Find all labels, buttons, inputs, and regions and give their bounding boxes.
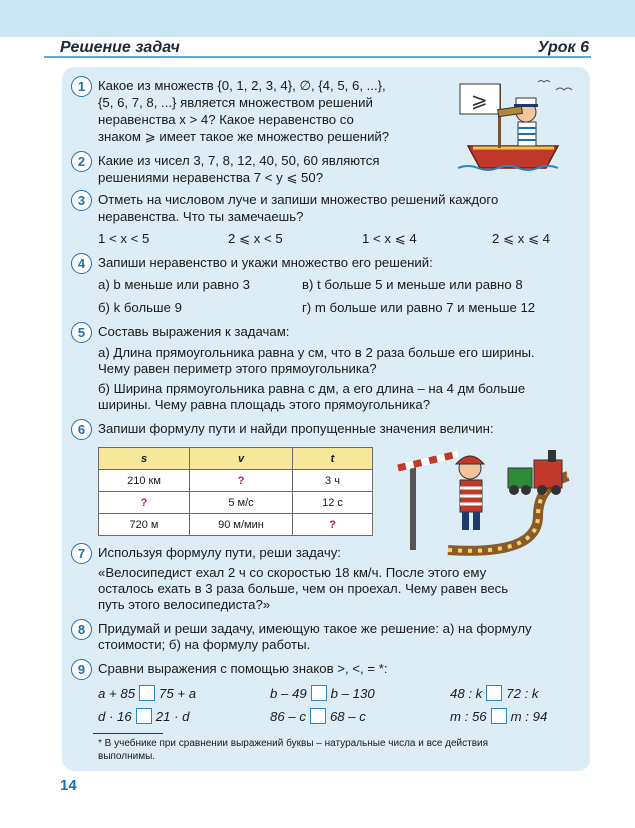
task6-line1: Запиши формулу пути и найди пропущенные значения величин: — [98, 421, 494, 436]
header-divider — [44, 56, 591, 58]
comparison-pair — [98, 708, 189, 725]
task-number-badge: 3 — [71, 190, 92, 211]
task3-line1: Отметь на числовом луче и запиши множество решений каждого — [98, 192, 499, 207]
task7-line1: Используя формулу пути, реши задачу: — [98, 545, 341, 560]
task8-line2: стоимости; б) на формулу работы. — [98, 637, 311, 652]
sailor-boat-illustration — [438, 76, 578, 176]
table-cell: ? — [190, 470, 293, 492]
table-cell: 210 км — [99, 470, 190, 492]
comparison-pair — [98, 685, 196, 702]
inequality: 1 < x ⩽ 4 — [362, 231, 417, 246]
train-crossing-illustration — [388, 446, 588, 556]
task9-line1: Сравни выражения с помощью знаков >, <, = *: — [98, 661, 388, 676]
table-cell: 5 м/с — [190, 492, 293, 514]
inequality: 2 ⩽ x < 5 — [228, 231, 283, 246]
answer-box[interactable] — [491, 708, 507, 724]
task1-line1: Какое из множеств {0, 1, 2, 3, 4}, ∅, {4, 5, 6, ...}, — [98, 78, 386, 93]
task5-b-line1: б) Ширина прямоугольника равна c дм, а его длина – на 4 дм больше — [98, 381, 526, 396]
answer-box[interactable] — [139, 685, 155, 701]
comparison-pair — [450, 708, 547, 725]
footnote-divider — [93, 733, 163, 734]
inequality: 1 < x < 5 — [98, 231, 150, 246]
inequality: 2 ⩽ x ⩽ 4 — [492, 231, 551, 246]
comparison-pair — [270, 685, 375, 702]
table-row — [99, 514, 373, 536]
task4-item-d: г) m больше или равно 7 и меньше 12 — [302, 300, 536, 315]
comparison-pair — [450, 685, 539, 702]
expr-left: d · 16 — [98, 709, 132, 724]
section-title: Решение задач — [60, 39, 180, 56]
task4-item-a: а) b меньше или равно 3 — [98, 277, 250, 292]
expr-right: 75 + a — [159, 686, 197, 701]
task3-line2: неравенства. Что ты замечаешь? — [98, 209, 304, 224]
expr-left: 48 : k — [450, 686, 483, 701]
motion-values-table — [98, 447, 373, 536]
answer-box[interactable] — [136, 708, 152, 724]
expr-left: a + 85 — [98, 686, 136, 701]
expr-right: 68 – c — [329, 709, 366, 724]
task1-line4: знаком ⩾ имеет такое же множество решений? — [98, 129, 390, 144]
task-number-badge: 9 — [71, 659, 92, 680]
task1-line3: неравенства x > 4? Какое неравенство со — [98, 112, 354, 127]
task4-line1: Запиши неравенство и укажи множество его решений: — [98, 255, 433, 270]
expr-left: 86 – c — [270, 709, 306, 724]
answer-box[interactable] — [310, 708, 326, 724]
task1-line2: {5, 6, 7, 8, ...} является множеством решений — [98, 95, 373, 110]
top-color-bar — [0, 0, 635, 37]
task5-a-line1: а) Длина прямоугольника равна y см, что в 2 раза больше его ширины. — [98, 345, 535, 360]
comparison-pair — [270, 708, 366, 725]
table-row — [99, 470, 373, 492]
task2-line2: решениями неравенства 7 < y ⩽ 50? — [98, 170, 324, 185]
task5-b-line2: ширины. Чему равна площадь этого прямоугольника? — [98, 397, 431, 412]
table-cell: 3 ч — [293, 470, 373, 492]
answer-box[interactable] — [311, 685, 327, 701]
expr-left: b – 49 — [270, 686, 307, 701]
task-number-badge: 7 — [71, 543, 92, 564]
expr-right: 72 : k — [506, 686, 539, 701]
table-row — [99, 492, 373, 514]
task5-line1: Составь выражения к задачам: — [98, 324, 290, 339]
answer-box[interactable] — [486, 685, 502, 701]
table-cell: ? — [293, 514, 373, 536]
task7-line4: путь этого велосипедиста?» — [98, 597, 271, 612]
task2-line1: Какие из чисел 3, 7, 8, 12, 40, 50, 60 являются — [98, 153, 380, 168]
svg-text:⩾: ⩾ — [471, 88, 488, 112]
page-number: 14 — [60, 777, 77, 794]
task-number-badge: 2 — [71, 151, 92, 172]
expr-right: b – 130 — [330, 686, 375, 701]
task7-line2: «Велосипедист ехал 2 ч со скоростью 18 км/ч. После этого ему — [98, 565, 487, 580]
table-cell: 12 с — [293, 492, 373, 514]
task-number-badge: 4 — [71, 253, 92, 274]
table-header: t — [293, 448, 373, 470]
table-cell: ? — [99, 492, 190, 514]
task7-line3: осталось ехать в 3 раза больше, чем он проехал. Чему равен весь — [98, 581, 509, 596]
footnote — [98, 737, 585, 763]
footnote-line1: * В учебнике при сравнении выражений буквы – натуральные числа и все действия — [98, 738, 489, 749]
task-number-badge: 1 — [71, 76, 92, 97]
expr-right: m : 94 — [510, 709, 548, 724]
task-number-badge: 5 — [71, 322, 92, 343]
task-number-badge: 6 — [71, 419, 92, 440]
table-cell: 90 м/мин — [190, 514, 293, 536]
footnote-line2: выполнимы. — [98, 751, 156, 762]
task4-item-c: в) t больше 5 и меньше или равно 8 — [302, 277, 523, 292]
lesson-label: Урок 6 — [537, 39, 589, 56]
task5-a-line2: Чему равен периметр этого прямоугольника? — [98, 361, 377, 376]
task8-line1: Придумай и реши задачу, имеющую такое же решение: а) на формулу — [98, 621, 532, 636]
table-header: v — [190, 448, 293, 470]
task-number-badge: 8 — [71, 619, 92, 640]
expr-right: 21 · d — [155, 709, 190, 724]
table-header: s — [99, 448, 190, 470]
expr-left: m : 56 — [450, 709, 487, 724]
task4-item-b: б) k больше 9 — [98, 300, 182, 315]
table-cell: 720 м — [99, 514, 190, 536]
